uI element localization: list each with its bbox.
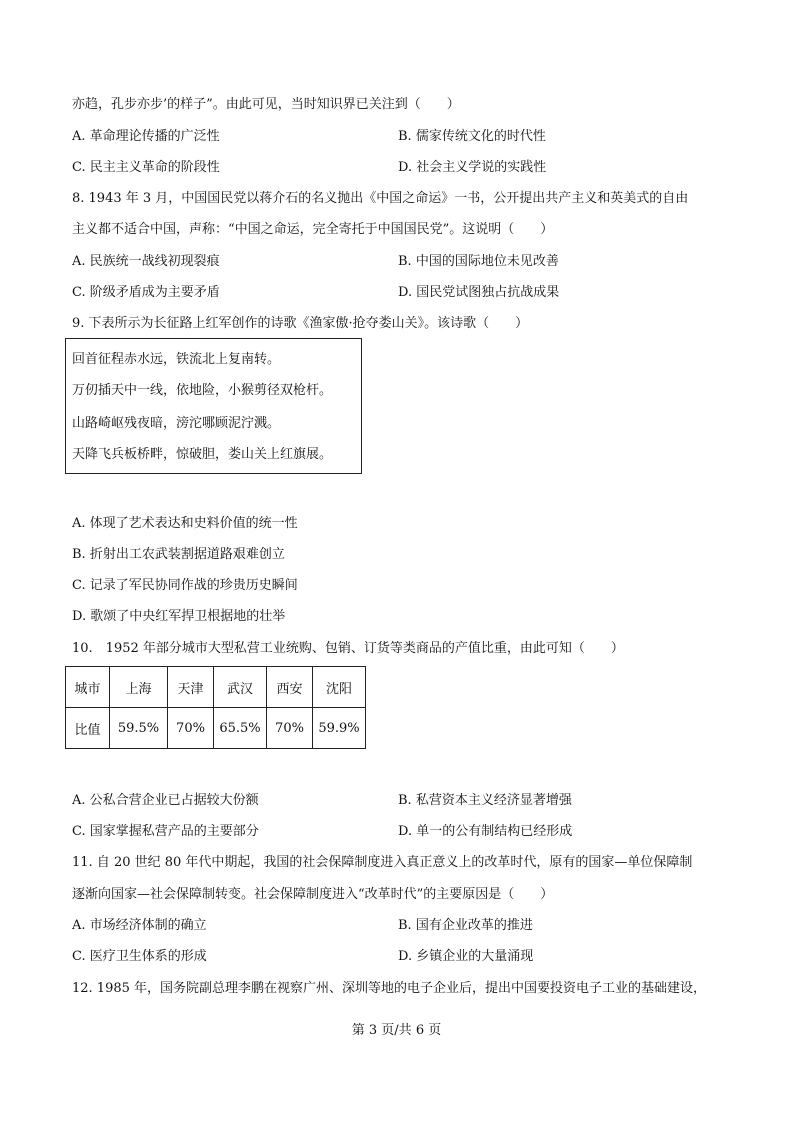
table-cell: 城市 (66, 667, 110, 708)
question-9-stem: 9. 下表所示为长征路上红军创作的诗歌《渔家傲·抢夺娄山关》。该诗歌（ ） (72, 316, 529, 331)
q7-option-d: D. 社会主义学说的实践性 (398, 160, 547, 175)
poem-line: 回首征程赤水远，铁流北上复南转。 (72, 352, 281, 367)
table-cell: 沈阳 (313, 667, 366, 708)
q7-option-b: B. 儒家传统文化的时代性 (398, 129, 546, 144)
poem-line: 天降飞兵板桥畔，惊破胆，娄山关上红旗展。 (72, 447, 333, 462)
q11-option-d: D. 乡镇企业的大量涌现 (398, 949, 534, 964)
question-8-stem-line2: 主义都不适合中国，声称：“中国之命运，完全寄托于中国国民党”。这说明（ ） (72, 222, 554, 237)
table-cell: 70% (267, 708, 313, 749)
table-cell: 天津 (168, 667, 214, 708)
table-header-row (66, 667, 366, 708)
q10-option-d: D. 单一的公有制结构已经形成 (398, 824, 573, 839)
table-row (66, 708, 366, 749)
q11-option-a: A. 市场经济体制的确立 (72, 918, 207, 933)
q7-option-a: A. 革命理论传播的广泛性 (72, 129, 220, 144)
table-cell: 武汉 (214, 667, 267, 708)
question-7-stem-end: 亦趋，孔步亦步’的样子”。由此可见，当时知识界已关注到（ ） (72, 97, 460, 112)
q9-option-b: B. 折射出工农武装割据道路艰难创立 (72, 547, 285, 562)
q9-option-a: A. 体现了艺术表达和史料价值的统一性 (72, 516, 298, 531)
q7-option-c: C. 民主主义革命的阶段性 (72, 160, 220, 175)
q9-option-c: C. 记录了军民协同作战的珍贵历史瞬间 (72, 578, 298, 593)
poem-box (65, 338, 362, 474)
table-cell: 西安 (267, 667, 313, 708)
page-footer: 第 3 页/共 6 页 (351, 1023, 442, 1038)
question-8-stem-line1: 8. 1943 年 3 月，中国国民党以蒋介石的名义抛出《中国之命运》一书，公开提出共产主义和英美式的自由 (72, 191, 689, 206)
q10-option-c: C. 国家掌握私营产品的主要部分 (72, 824, 259, 839)
q8-option-b: B. 中国的国际地位未见改善 (398, 254, 559, 269)
table-cell: 59.5% (110, 708, 168, 749)
question-10-stem: 10. 1952 年部分城市大型私营工业统购、包销、订货等类商品的产值比重，由此可知（ ） (72, 641, 624, 656)
q10-option-a: A. 公私合营企业已占据较大份额 (72, 793, 259, 808)
table-cell: 65.5% (214, 708, 267, 749)
table-cell: 比值 (66, 708, 110, 749)
table-cell: 上海 (110, 667, 168, 708)
q8-option-a: A. 民族统一战线初现裂痕 (72, 254, 220, 269)
poem-line: 山路崎岖残夜暗，滂沱哪顾泥泞溅。 (72, 416, 281, 431)
output-ratio-table (65, 666, 366, 749)
table-cell: 59.9% (313, 708, 366, 749)
poem-line: 万仞插天中一线，依地险，小猴剪径双枪杆。 (72, 383, 333, 398)
q8-option-c: C. 阶级矛盾成为主要矛盾 (72, 285, 220, 300)
q10-option-b: B. 私营资本主义经济显著增强 (398, 793, 572, 808)
q9-option-d: D. 歌颂了中央红军捍卫根据地的壮举 (72, 609, 286, 624)
table-cell: 70% (168, 708, 214, 749)
q11-option-b: B. 国有企业改革的推进 (398, 918, 533, 933)
q11-option-c: C. 医疗卫生体系的形成 (72, 949, 207, 964)
question-11-stem-line1: 11. 自 20 世纪 80 年代中期起，我国的社会保障制度进入真正意义上的改革时代，原有的国家—单位保障制 (72, 855, 693, 870)
question-12-stem-line1: 12. 1985 年，国务院副总理李鹏在视察广州、深圳等地的电子企业后，提出中国要投资电子工业的基础建设， (72, 981, 707, 996)
q8-option-d: D. 国民党试图独占抗战成果 (398, 285, 560, 300)
question-11-stem-line2: 逐渐向国家—社会保障制转变。社会保障制度进入“改革时代”的主要原因是（ ） (72, 887, 554, 902)
